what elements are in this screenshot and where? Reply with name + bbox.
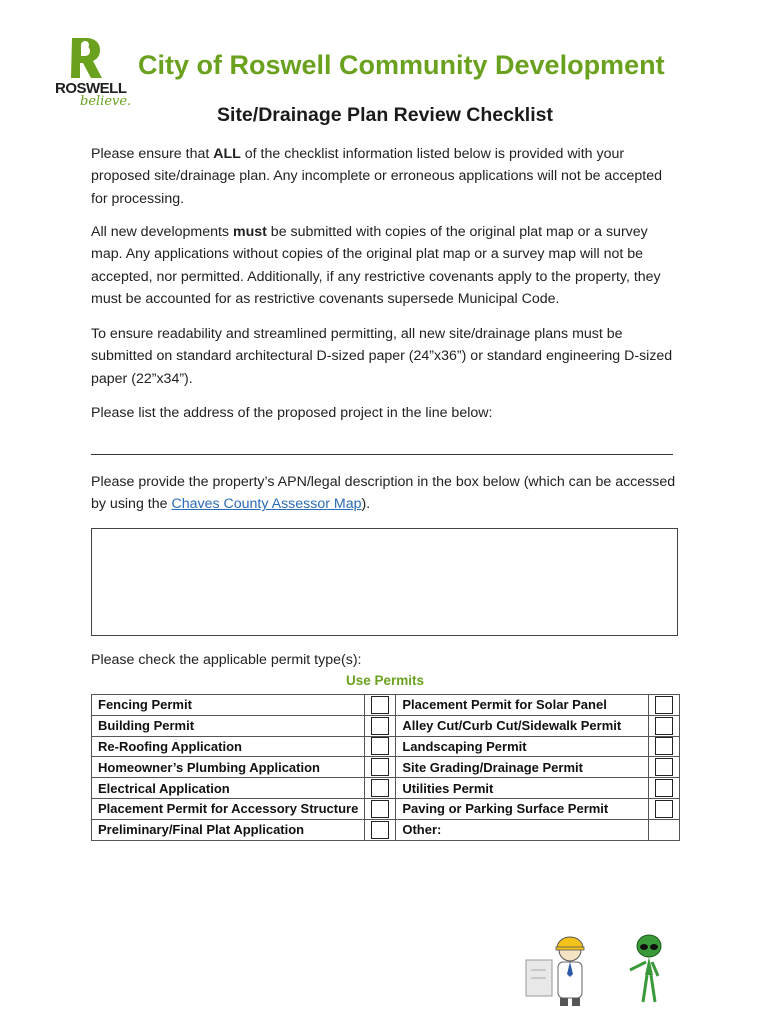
permit-checkbox[interactable] <box>655 779 673 797</box>
mascot-illustrations <box>524 932 674 1008</box>
table-row <box>92 757 680 778</box>
emphasis-must: must <box>232 224 267 240</box>
permit-checkbox-cell <box>649 778 680 799</box>
address-instruction: Please list the address of the proposed project in the line below: <box>91 405 493 421</box>
table-row <box>92 819 680 840</box>
permit-checkbox-cell <box>365 798 396 819</box>
permit-label: Other: <box>396 819 649 840</box>
permit-checkbox-cell <box>649 695 680 716</box>
permit-checkbox[interactable] <box>371 737 389 755</box>
table-row <box>92 736 680 757</box>
permit-checkbox-cell <box>649 757 680 778</box>
permit-checkbox-cell <box>365 819 396 840</box>
permit-label: Homeowner’s Plumbing Application <box>92 757 365 778</box>
permit-checklist-table <box>91 694 680 841</box>
org-title: City of Roswell Community Development <box>138 50 665 80</box>
permit-checkbox-cell <box>649 736 680 757</box>
table-row <box>92 695 680 716</box>
permit-checkbox-cell <box>649 715 680 736</box>
permit-checkbox-cell <box>365 757 396 778</box>
permit-checkbox[interactable] <box>655 717 673 735</box>
permit-checkbox[interactable] <box>655 758 673 776</box>
permit-label: Paving or Parking Surface Permit <box>396 798 649 819</box>
permit-checkbox[interactable] <box>371 821 389 839</box>
permit-checkbox[interactable] <box>371 758 389 776</box>
apn-description-box[interactable] <box>91 528 678 636</box>
permit-checkbox-cell <box>365 695 396 716</box>
permit-checkbox-cell <box>365 736 396 757</box>
table-row <box>92 798 680 819</box>
permit-checkbox-cell <box>649 819 680 840</box>
emphasis-all: ALL <box>213 146 241 162</box>
permit-checkbox[interactable] <box>655 737 673 755</box>
permit-label: Placement Permit for Solar Panel <box>396 695 649 716</box>
permit-label: Fencing Permit <box>92 695 365 716</box>
permit-label: Site Grading/Drainage Permit <box>396 757 649 778</box>
permit-checkbox-cell <box>365 715 396 736</box>
table-row <box>92 715 680 736</box>
permit-checkbox[interactable] <box>371 717 389 735</box>
permit-label: Alley Cut/Curb Cut/Sidewalk Permit <box>396 715 649 736</box>
permit-label: Placement Permit for Accessory Structure <box>92 798 365 819</box>
paper-size-paragraph: To ensure readability and streamlined permitting, all new site/drainage plans must be submitted on standard architectural D-sized paper (24”x36”) or standard engineering D-sized paper (22”x34”). <box>91 326 673 387</box>
assessor-map-link[interactable]: Chaves County Assessor Map <box>171 496 362 513</box>
permit-label: Building Permit <box>92 715 365 736</box>
apn-instruction: Please provide the property’s APN/legal description in the box below (which can be accessed by using the Chaves County Assessor Map). <box>91 474 676 513</box>
address-input-line[interactable] <box>91 454 673 455</box>
permit-label: Electrical Application <box>92 778 365 799</box>
permit-type-instruction: Please check the applicable permit type(s): <box>91 652 362 668</box>
logo-tagline: believe. <box>80 94 132 109</box>
permit-checkbox[interactable] <box>371 800 389 818</box>
permit-checkbox-cell <box>365 778 396 799</box>
logo-wordmark: ROSWELL <box>55 80 127 97</box>
permit-checkbox[interactable] <box>655 800 673 818</box>
permit-label: Landscaping Permit <box>396 736 649 757</box>
alien-mascot-icon <box>630 935 661 1002</box>
table-row <box>92 778 680 799</box>
permit-label: Utilities Permit <box>396 778 649 799</box>
permit-checkbox[interactable] <box>371 779 389 797</box>
permit-label: Preliminary/Final Plat Application <box>92 819 365 840</box>
document-title: Site/Drainage Plan Review Checklist <box>217 104 553 126</box>
intro-paragraph-all: Please ensure that ALL of the checklist information listed below is provided with your proposed site/drainage plan. Any incomplete or erroneous applications will not be accepted for processing. <box>91 146 663 207</box>
permit-checkbox[interactable] <box>655 696 673 714</box>
permit-checkbox-cell <box>649 798 680 819</box>
permit-checkbox[interactable] <box>371 696 389 714</box>
construction-worker-icon <box>526 937 584 1006</box>
intro-paragraph-must: All new developments must be submitted with copies of the original plat map or a survey map. Any applications without copies of the original plat map or a survey map will not be accepted, nor permitted. Additionally, if any restrictive covenants apply to the property, they must be accounted for as restrictive covenants supersede Municipal Code. <box>91 224 661 307</box>
permit-label: Re-Roofing Application <box>92 736 365 757</box>
use-permits-heading: Use Permits <box>345 673 425 688</box>
